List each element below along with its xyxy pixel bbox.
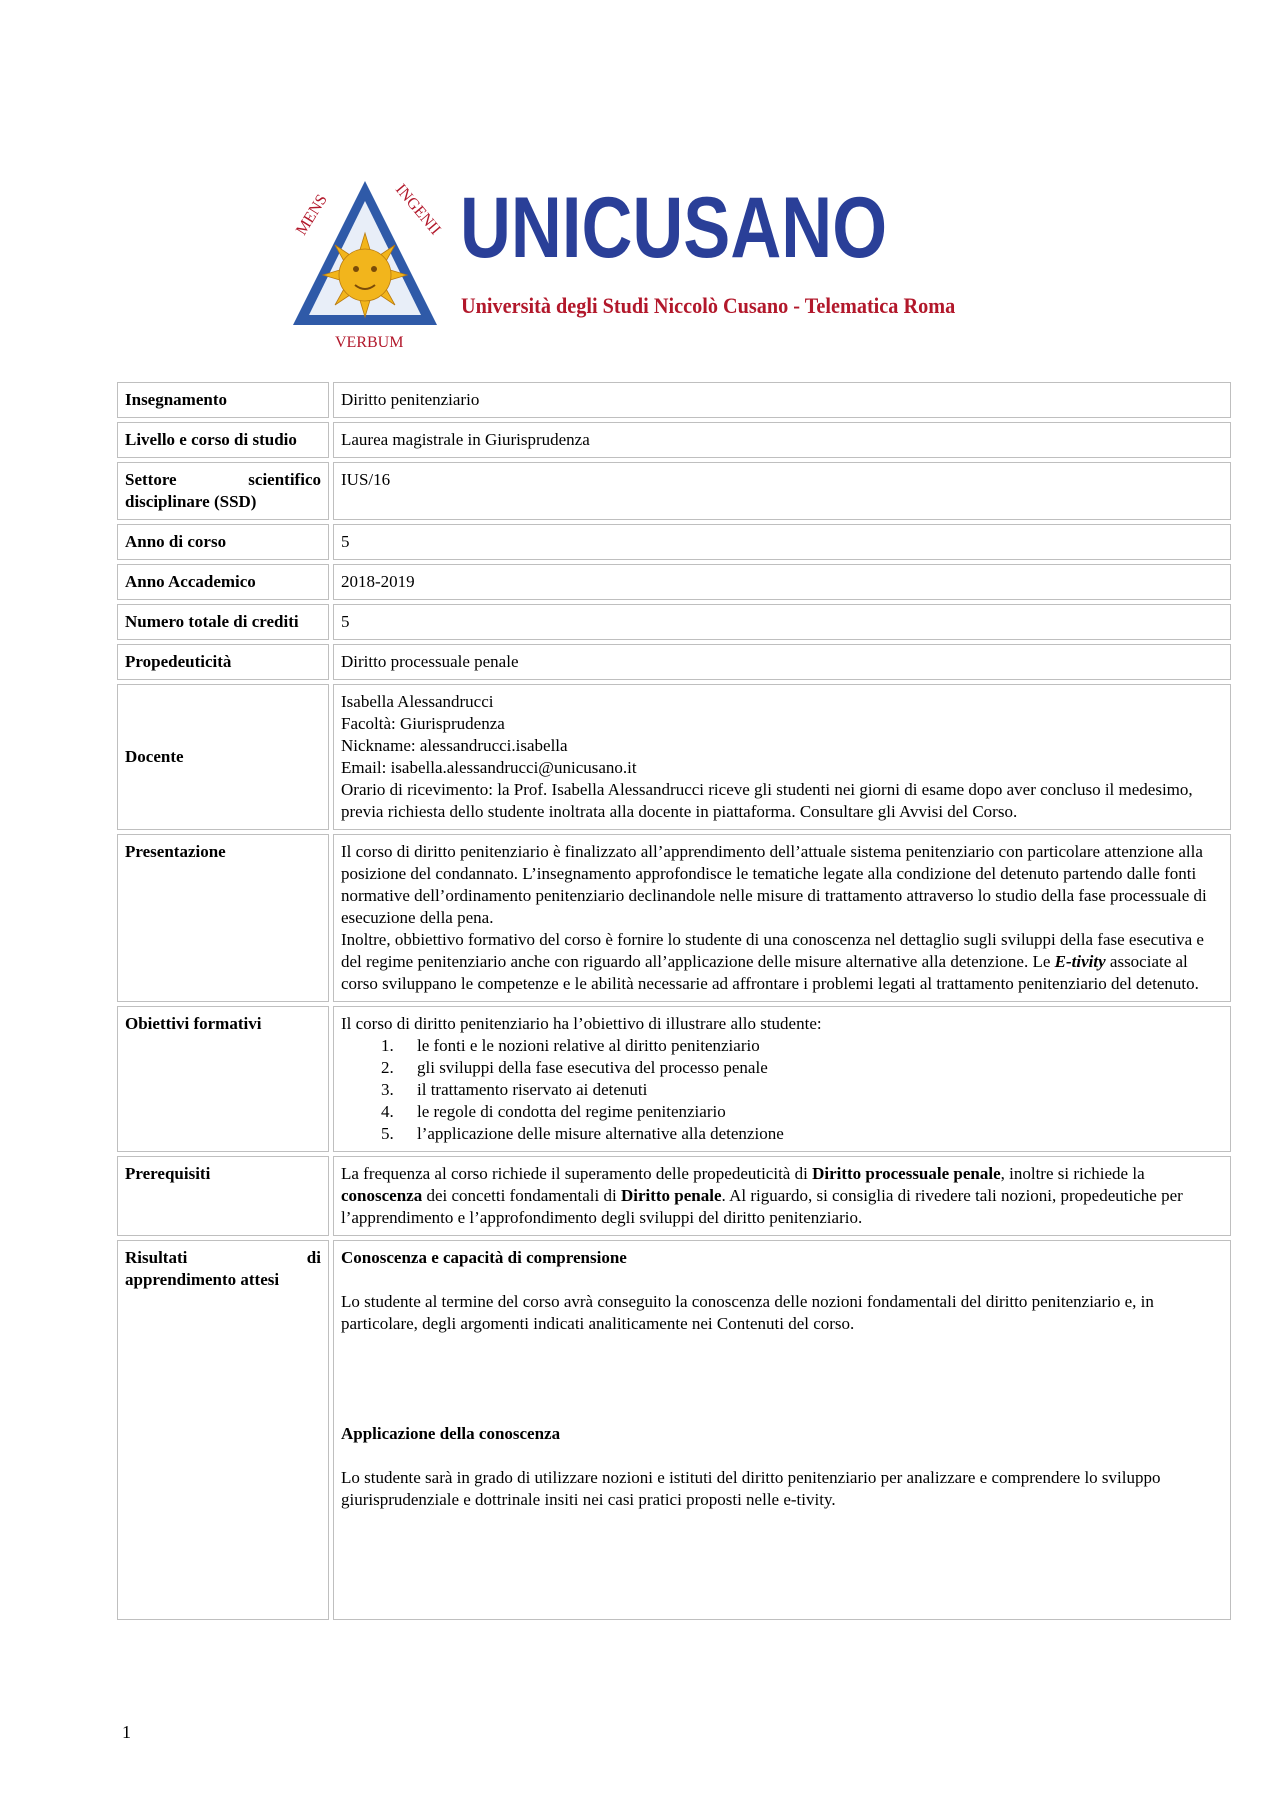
table-row [117,422,1231,458]
list-item-text: l’applicazione delle misure alternative alla detenzione [417,1124,784,1143]
row-value-crediti: 5 [333,604,1231,640]
row-label-presentazione: Presentazione [117,834,329,1002]
prerequisiti-text: La frequenza al corso richiede il superamento delle propedeuticità di [341,1164,813,1183]
docente-name: Isabella Alessandrucci [341,692,494,711]
docente-email: Email: isabella.alessandrucci@unicusano.it [341,758,637,777]
list-item-number: 2. [381,1058,394,1077]
prerequisiti-bold: conoscenza [341,1186,423,1205]
table-row [117,1006,1231,1152]
logo-subtitle: Università degli Studi Niccolò Cusano - Telematica Roma [461,293,956,318]
presentazione-paragraph-2 [341,929,1223,995]
row-value-propedeuticita: Diritto processuale penale [333,644,1231,680]
row-value-docente [333,684,1231,830]
table-row [117,382,1231,418]
prerequisiti-text: . Al riguardo, si consiglia di rivedere tali nozioni, propedeutiche per l’apprendimento e l’approfondimento degli sviluppi del diritto penitenziario. [341,1186,1183,1227]
table-row [117,834,1231,1002]
emblem-text-ingenii: INGENII [391,181,444,239]
table-row [117,684,1231,830]
table-row [117,564,1231,600]
list-item-text: il trattamento riservato ai detenuti [417,1080,648,1099]
prerequisiti-bold: Diritto penale [620,1186,722,1205]
list-item-number: 5. [381,1124,394,1143]
obiettivi-list [341,1035,1223,1145]
table-row [117,1156,1231,1236]
row-value-anno-accademico: 2018-2019 [333,564,1231,600]
list-item-number: 1. [381,1036,394,1055]
row-label-settore: Settore scientifico disciplinare (SSD) [117,462,329,520]
prerequisiti-text: dei concetti fondamentali di [422,1186,621,1205]
row-value-prerequisiti [333,1156,1231,1236]
list-item-text: le regole di condotta del regime penitenziario [417,1102,726,1121]
syllabus-table [113,378,1235,1624]
row-label-crediti: Numero totale di crediti [117,604,329,640]
risultati-paragraph-applicazione: Lo studente sarà in grado di utilizzare nozioni e istituti del diritto penitenziario per analizzare e comprendere lo sviluppo giurisprudenziale e dottrinale insiti nei casi pratici proposti nelle e-tivity. [341,1468,1161,1509]
row-value-obiettivi [333,1006,1231,1152]
row-label-livello: Livello e corso di studio [117,422,329,458]
logo-name: UNICUSANO [460,180,888,276]
row-value-anno-corso: 5 [333,524,1231,560]
obiettivi-intro: Il corso di diritto penitenziario ha l’obiettivo di illustrare allo studente: [341,1014,822,1033]
table-row [117,604,1231,640]
unicusano-emblem-icon [285,175,445,355]
row-label-risultati: Risultati di apprendimento attesi [117,1240,329,1620]
row-label-insegnamento: Insegnamento [117,382,329,418]
list-item [341,1035,1223,1057]
list-item-text: le fonti e le nozioni relative al diritto penitenziario [417,1036,760,1055]
row-label-anno-accademico: Anno Accademico [117,564,329,600]
list-item-number: 4. [381,1102,394,1121]
table-row [117,524,1231,560]
table-row [117,1240,1231,1620]
row-label-prerequisiti: Prerequisiti [117,1156,329,1236]
list-item-text: gli sviluppi della fase esecutiva del processo penale [417,1058,768,1077]
list-item [341,1101,1223,1123]
row-value-livello: Laurea magistrale in Giurisprudenza [333,422,1231,458]
docente-nickname: Nickname: alessandrucci.isabella [341,736,568,755]
row-label-obiettivi: Obiettivi formativi [117,1006,329,1152]
prerequisiti-bold: Diritto processuale penale [812,1164,1001,1183]
risultati-heading-applicazione: Applicazione della conoscenza [341,1424,561,1443]
row-label-propedeuticita: Propedeuticità [117,644,329,680]
list-item [341,1123,1223,1145]
table-row [117,644,1231,680]
list-item [341,1079,1223,1101]
list-item-number: 3. [381,1080,394,1099]
page-number: 1 [122,1722,131,1742]
list-item [341,1057,1223,1079]
row-value-risultati [333,1240,1231,1620]
row-value-settore: IUS/16 [333,462,1231,520]
row-value-insegnamento: Diritto penitenziario [333,382,1231,418]
docente-faculty: Facoltà: Giurisprudenza [341,714,505,733]
presentazione-text: associate al corso sviluppano le competenze e le abilità necessarie ad affrontare i problemi legati al trattamento penitenziario del detenuto. [341,952,1199,993]
emblem-text-verbum: VERBUM [335,334,404,351]
risultati-heading-conoscenza: Conoscenza e capacità di comprensione [341,1248,627,1267]
table-row [117,462,1231,520]
risultati-paragraph-conoscenza: Lo studente al termine del corso avrà conseguito la conoscenza delle nozioni fondamentali del diritto penitenziario e, in particolare, degli argomenti indicati analiticamente nei Contenuti del corso. [341,1292,1154,1333]
etivity-term: E-tivity [1054,952,1106,971]
emblem-text-mens: MENS [292,191,331,239]
presentazione-text: Inoltre, obbiettivo formativo del corso è fornire lo studente di una conoscenza nel dettaglio sugli sviluppi della fase esecutiva e del regime penitenziario anche con riguardo all’applicazione delle misure alternative alla detenzione. Le [341,930,1204,971]
row-value-presentazione [333,834,1231,1002]
presentazione-paragraph-1: Il corso di diritto penitenziario è finalizzato all’apprendimento dell’attuale sistema penitenziario con particolare attenzione alla posizione del condannato. L’insegnamento approfondisce le tematiche legate alla condizione del detenuto partendo dalle fonti normative dell’ordinamento penitenziario declinandole nelle misure di trattamento attraverso lo studio della fase processuale di esecuzione della pena. [341,842,1207,927]
row-label-docente: Docente [117,684,329,830]
docente-orario: Orario di ricevimento: la Prof. Isabella Alessandrucci riceve gli studenti nei giorni di esame dopo aver concluso il medesimo, previa richiesta dello studente inoltrata alla docente in piattaforma. Consultare gli Avvisi del Corso. [341,780,1193,821]
prerequisiti-text: , inoltre si richiede la [1000,1164,1145,1183]
university-logo [285,175,1005,355]
row-label-anno-corso: Anno di corso [117,524,329,560]
